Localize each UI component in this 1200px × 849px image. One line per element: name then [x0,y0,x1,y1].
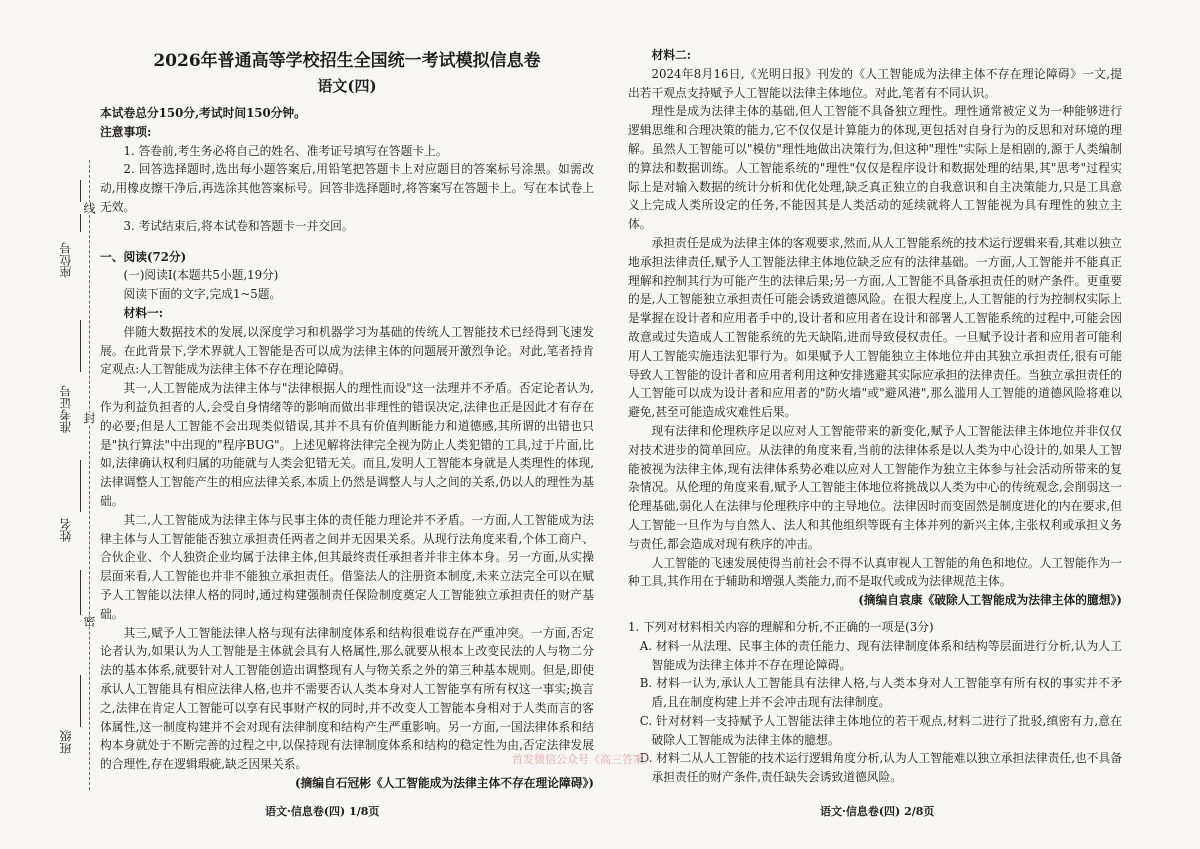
material2-paragraph: 承担责任是成为法律主体的客观要求,然而,从人工智能系统的技术运行逻辑来看,其难以独立地承担法律责任,赋予人工智能法律主体地位缺乏应有的法律基础。一方面,人工智能并不能真正理解和控制其行为可能产生的法律后果;另一方面,人工智能不具备承担责任的财产条件。更重要的是,人工智能独立承担责任可能会诱致道德风险。在很大程度上,人工智能的行为控制权实际上是掌握在设计者和应用者手中的,设计者和应用者在设计和部署人工智能系统的过程中,可能会因故意或过失造成人工智能系统的先天缺陷,进而导致侵权责任。一旦赋予设计者和应用者可能利用人工智能实施违法犯罪行为。如果赋予人工智能独立主体地位并由其独立承担责任,很有可能导致人工智能的设计者和应用者利用这种安排逃避其实际应承担的法律责任。当独立承担责任的人工智能可以成为设计者和应用者的"防火墙"或"避风港",那么滥用人工智能的道德风险将难以避免,甚至可能造成灾难性后果。 [628,235,1122,420]
footer-page-1: 语文·信息卷(四) 1/8页 [265,805,380,818]
material1-paragraph: 其一,人工智能成为法律主体与"法律根据人的理性而设"这一法理并不矛盾。否定论者认为,作为利益负担者的人,会受自身情绪等的影响而做出非理性的错误决定,法律也正是因此才有存在的必要;但是人工智能不会出现类似错误,其并不具有价值判断能力和道德感,其所谓的出错也只是"执行算法"中出现的"程序BUG"。上述见解将法律完全视为防止人类犯错的工具,过于片面,比如,法律确认权利归属的功能就与人类会犯错无关。而且,发明人工智能本身就是人类理性的体现,法律调整人工智能产生的相应法律关系,本质上仍然是调整人与人之间的关系,仍以人的理性为基础。 [100,381,594,508]
option-c: C. 针对材料一支持赋予人工智能法律主体地位的若干观点,材料二进行了批驳,缜密有力,意在破除人工智能成为法律主体的臆想。 [639,713,1122,747]
subsection-title: (一)阅读Ⅰ(本题共5小题,19分) [123,268,279,283]
option-b: B. 材料一认为,承认人工智能具有法律人格,与人类本身对人工智能享有所有权的事实并不矛盾,且在制度构建上并不会冲击现有法律制度。 [639,676,1122,710]
name-blank [80,460,81,512]
class-label: 班级 [59,730,73,754]
material2-label: 材料二: [651,48,692,62]
material2-paragraph: 理性是成为法律主体的基础,但人工智能不具备独立理性。理性通常被定义为一种能够进行逻辑思维和合理决策的能力,它不仅仅是计算能力的体现,更包括对自身行为的反思和对环境的理解。虽然人工智能可以"模仿"理性地做出决策行为,但这种"理性"实际上是相剧的,源于人类编制的算法和数据训练。人工智能系统的"理性"仅仅是程序设计和数据处理的结果,其"思考"过程实际上是对输入数据的统计分析和优化处理,缺乏真正独立的自我意识和自主决策能力,只是工具意义上完成人类所设定的任务,不能因其是人类活动的延续就将人工智能视为具有理性的独立主体。 [628,104,1122,232]
material1-text [100,323,594,774]
question-stem: 1. 下列对材料相关内容的理解和分析,不正确的一项是(3分) [628,619,934,634]
binding-mark-seal: 封 [82,412,96,424]
question-1 [628,618,1122,787]
cut-line [89,160,90,790]
notice-item: 1. 答卷前,考生务必将自己的姓名、准考证号填写在答题卡上。 [123,143,448,158]
name-label: 姓名 [59,518,73,542]
material2-paragraph: 2024年8月16日,《光明日报》刊发的《人工智能成为法律主体不存在理论障碍》一文,提出若干观点支持赋予人工智能以法律主体地位。对此,笔者有不同认识。 [628,66,1122,100]
binding-mark-line: 线 [82,202,96,214]
left-column [100,46,594,793]
material2-text [628,65,1122,591]
binding-mark-secret: 密 [82,615,96,627]
exam-subtitle: 语文(四) [317,77,377,95]
option-a: A. 材料一从法理、民事主体的责任能力、现有法律制度体系和结构等层面进行分析,认为人工智能成为法律主体并不存在理论障碍。 [639,638,1122,672]
exam-number-blank [80,320,81,372]
option-d: D. 材料二从人工智能的技术运行逻辑角度分析,认为人工智能难以独立承担法律责任,也不具备承担责任的财产条件,责任缺失会诱致道德风险。 [639,751,1122,785]
material1-paragraph: 其三,赋予人工智能法律人格与现有法律制度体系和结构很难说存在严重冲突。一方面,否定论者认为,如果认为人工智能是主体就会具有人格属性,那么就要从根本上改变民法的人与物二分法的基本体系,就要针对人工智能创造出调整现有人与物关系之外的第三种基本规则。但是,即使承认人工智能具有相应法律人格,也并不需要否认人类本身对人工智能享有所有权这一事实;换言之,法律在肯定人工智能可以享有民事财产权的同时,并不改变人工智能本身相对于人类而言的客体属性,这一制度构建并不会对现有法律制度和结构产生严重影响。另一方面,一国法律体系和结构本身就处于不断完善的过程之中,以保持现有法律制度体系和结构的稳定性为由,否定法律发展的合理性,存在逻辑瑕疵,缺乏因果关系。 [100,625,594,772]
class-blank [80,675,81,727]
binding-margin [18,150,98,790]
material1-paragraph: 其二,人工智能成为法律主体与民事主体的责任能力理论并不矛盾。一方面,人工智能成为法律主体与人工智能能否独立承担责任两者之间并无因果关系。从现行法角度来看,个体工商户、合伙企业、个人独资企业均属于法律主体,但其最终责任承担者并非主体本身。另一方面,从实操层面来看,人工智能也并非不能独立承担责任。借鉴法人的注册资本制度,未来立法完全可以在赋予人工智能以法律人格的同时,通过构建强制责任保险制度奠定人工智能独立承担责任的财产基础。 [100,512,594,621]
material1-paragraph: 伴随大数据技术的发展,以深度学习和机器学习为基础的传统人工智能技术已经得到飞速发展。在此背景下,学术界就人工智能是否可以成为法律主体的问题展开激烈争论。对此,笔者持肯定观点:人工智能成为法律主体不存在理论障碍。 [100,324,594,377]
notice-item: 3. 考试结束后,将本试卷和答题卡一并交回。 [123,218,354,233]
reading-instruction: 阅读下面的文字,完成1~5题。 [123,287,282,302]
footer-page-2: 语文·信息卷(四) 2/8页 [820,805,935,818]
notice-heading: 注意事项: [100,124,152,139]
score-line: 本试卷总分150分,考试时间150分钟。 [100,106,306,120]
material2-paragraph: 人工智能的飞速发展使得当前社会不得不认真审视人工智能的角色和地位。人工智能作为一种工具,其作用在于辅助和增强人类能力,而不是取代或成为法律规范主体。 [628,555,1122,589]
exam-number-label: 准考证号 [59,385,73,433]
notice-item: 2. 回答选择题时,选出每小题答案后,用铅笔把答题卡上对应题目的答案标号涂黑。如需改动,用橡皮擦干净后,再选涂其他答案标号。回答非选择题时,将答案写在答题卡上。写在本试卷上无效。 [100,162,594,214]
material2-paragraph: 现有法律和伦理秩序足以应对人工智能带来的新变化,赋予人工智能法律主体地位并非仅仅对技术进步的简单回应。从法律的角度来看,当前的法律体系是以人类为中心设计的,如果人工智能被视为法律主体,现有法律体系势必难以应对人工智能作为独立主体参与社会活动所带来的复杂情况。从伦理的角度来看,赋予人工智能主体地位将挑战以人类为中心的传统观念,会削弱这一伦理基础,弱化人在法律与伦理秩序中的主导地位。法律因时而变固然是制度进化的内在要求,但人工智能一旦作为与自然人、法人和其他组织等既有主体并列的新兴主体,主张权利或承担义务与责任,都会造成对现有秩序的冲击。 [628,423,1122,551]
watermark-text: 首发微信公众号《高三答案》 [512,753,655,766]
section-title: 一、阅读(72分) [100,249,187,264]
material1-source: (摘编自石冠彬《人工智能成为法律主体不存在理论障碍》) [295,775,594,790]
seat-number-label: 座位号 [59,242,73,278]
right-column [628,46,1122,787]
material2-source: (摘编自袁康《破除人工智能成为法律主体的臆想》) [858,593,1122,608]
exam-title: 2026年普通高等学校招生全国统一考试模拟信息卷 [153,51,541,71]
material1-label: 材料一: [123,305,164,320]
exam-notice [100,104,594,236]
